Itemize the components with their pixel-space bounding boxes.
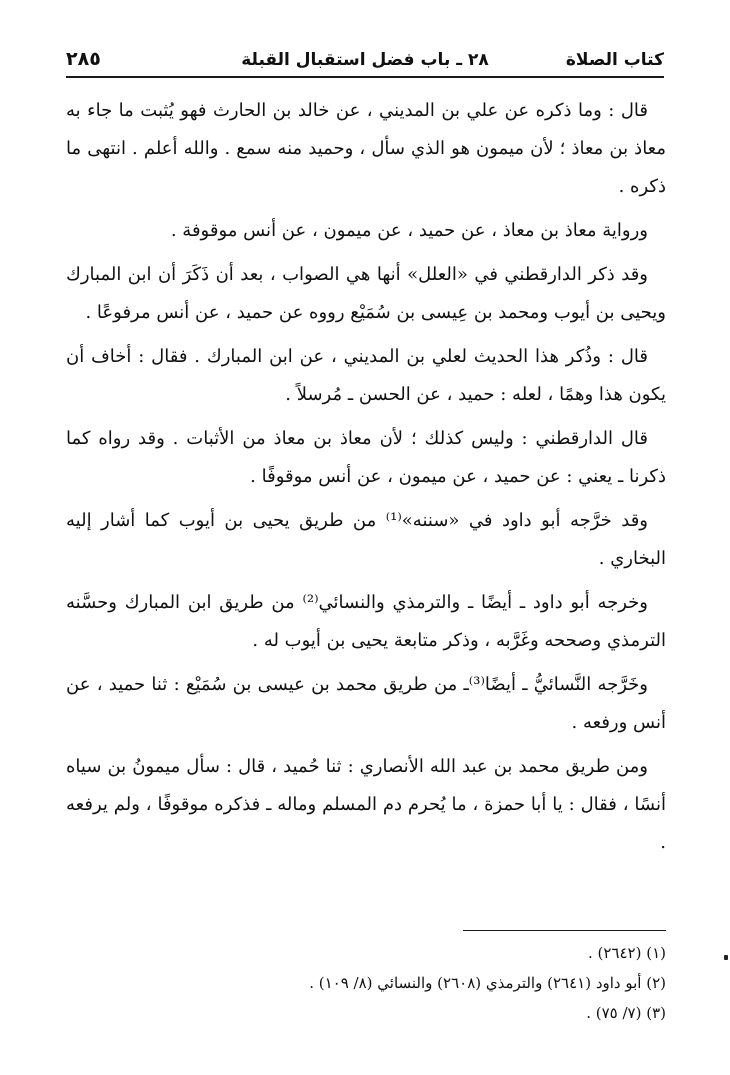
paragraph: وقد ذكر الدارقطني في «العلل» أنها هي الصواب ، بعد أن ذَكَرَ أن ابن المبارك ويحيى بن أيوب ومحمد بن عِيسى بن سُمَيْع رووه عن حميد ، عن أنس مرفوعًا . — [66, 264, 666, 323]
page-header — [66, 44, 664, 78]
body-text — [66, 92, 666, 868]
footnotes — [66, 938, 666, 1028]
paragraph: وخَرَّجه النَّسائيُّ ـ أيضًا⁽³⁾ـ من طريق محمد بن عيسى بن سُمَيْع : ثنا حميد ، عن أنس ورفعه . — [66, 674, 666, 733]
scan-mark — [724, 955, 728, 960]
footnote: (٢) أبو داود (٢٦٤١) والترمذي (٢٦٠٨) والنسائي (٨/ ١٠٩) . — [309, 974, 666, 992]
paragraph: ومن طريق محمد بن عبد الله الأنصاري : ثنا حُميد ، قال : سأل ميمونُ بن سياه أنسًا ، فقال : يا أبا حمزة ، ما يُحرم دم المسلم وماله ـ فذكره موقوفًا ، ولم يرفعه . — [66, 756, 666, 853]
book-title: كتاب الصلاة — [565, 50, 664, 70]
paragraph: قال : وذُكر هذا الحديث لعلي بن المديني ، عن ابن المبارك . فقال : أخاف أن يكون هذا وهمًا ، لعله : حميد ، عن الحسن ـ مُرسلاً . — [66, 346, 666, 405]
footnote: (١) (٢٦٤٢) . — [587, 944, 666, 962]
paragraph: ورواية معاذ بن معاذ ، عن حميد ، عن ميمون ، عن أنس موقوفة . — [170, 220, 648, 241]
footnote: (٣) (٧/ ٧٥) . — [586, 1004, 666, 1022]
paragraph: قال الدارقطني : وليس كذلك ؛ لأن معاذ بن معاذ من الأثبات . وقد رواه كما ذكرنا ـ يعني : عن حميد ، عن ميمون ، عن أنس موقوفًا . — [66, 428, 666, 487]
paragraph: قال : وما ذكره عن علي بن المديني ، عن خالد بن الحارث فهو يُثبت ما جاء به معاذ بن معاذ ؛ لأن ميمون هو الذي سأل ، وحميد منه سمع . والله أعلم . انتهى ما ذكره . — [66, 100, 666, 197]
page-number: ٢٨٥ — [66, 48, 101, 70]
chapter-title: ٢٨ ـ باب فضل استقبال القبلة — [241, 50, 489, 70]
paragraph: وقد خرَّجه أبو داود في «سننه»⁽¹⁾ من طريق يحيى بن أيوب كما أشار إليه البخاري . — [66, 510, 666, 569]
paragraph: وخرجه أبو داود ـ أيضًا ـ والترمذي والنسائي⁽²⁾ من طريق ابن المبارك وحسَّنه الترمذي وصححه وغَرَّبه ، وذكر متابعة يحيى بن أيوب له . — [66, 592, 666, 651]
footnote-divider — [463, 930, 666, 931]
